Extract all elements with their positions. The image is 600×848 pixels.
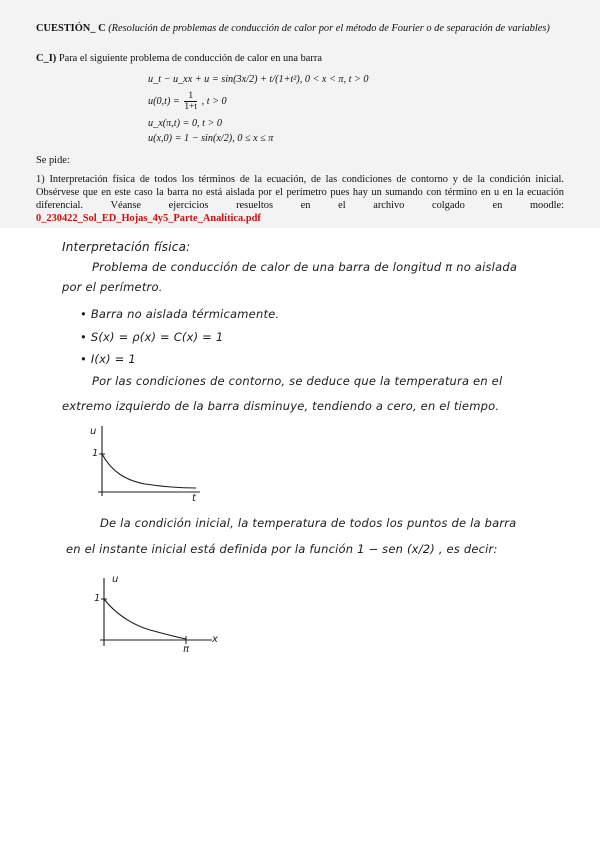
handwritten-para2-line1: Por las condiciones de contorno, se deduce que la temperatura en el bbox=[92, 374, 503, 388]
graph1-curve bbox=[102, 454, 196, 488]
bc-left-denominator: 1+t bbox=[184, 102, 198, 112]
graph1-y-tick: 1 bbox=[92, 448, 99, 459]
printed-question-block bbox=[0, 0, 600, 228]
question-heading: CUESTIÓN_ C bbox=[36, 23, 106, 34]
bc-left-condition: , t > 0 bbox=[201, 95, 227, 107]
handwritten-title: Interpretación física: bbox=[62, 240, 191, 254]
question-subtitle: (Resolución de problemas de conducción de calor por el método de Fourier o de separación de variables) bbox=[108, 23, 550, 34]
part-intro bbox=[36, 52, 564, 65]
task-paragraph bbox=[36, 173, 564, 225]
graph2-y-tick: 1 bbox=[94, 593, 101, 604]
handwritten-para2-line2: extremo izquierdo de la barra disminuye, tendiendo a cero, en el tiempo. bbox=[62, 399, 500, 413]
bc-left-fraction bbox=[184, 91, 197, 112]
graph2-curve bbox=[104, 599, 186, 639]
part-label: C_I) bbox=[36, 53, 57, 64]
question-heading-block bbox=[36, 22, 564, 35]
handwritten-para3-line2: en el instante inicial está definida por la función 1 − sen (x/2) , es decir: bbox=[66, 542, 498, 556]
handwritten-line1: Problema de conducción de calor de una barra de longitud π no aislada bbox=[92, 260, 518, 274]
graph2-svg bbox=[80, 572, 230, 662]
equation-bc-left bbox=[148, 91, 227, 112]
graph1-x-label: t bbox=[192, 493, 196, 504]
equation-pde: u_t − u_xx + u = sin(3x/2) + t/(1+t²), 0 < x < π, t > 0 bbox=[148, 74, 369, 85]
part-text: Para el siguiente problema de conducción de calor en una barra bbox=[58, 53, 322, 64]
se-pide: Se pide: bbox=[36, 155, 70, 166]
graph1-y-label: u bbox=[90, 426, 97, 437]
equation-initial: u(x,0) = 1 − sin(x/2), 0 ≤ x ≤ π bbox=[148, 133, 274, 144]
task-text: 1) Interpretación física de todos los términos de la ecuación, de las condiciones de contorno y de la condición inicial. Obsérvese que en este caso la barra no está aislada por el perímetro pues hay un sumando con término en u en la ecuación diferencial. Véanse ejercicios resueltos en el archivo colgado en moodle: bbox=[36, 174, 564, 211]
graph2-y-label: u bbox=[112, 574, 119, 585]
handwritten-bullet1: • Barra no aislada térmicamente. bbox=[80, 307, 280, 321]
handwritten-bullet3: • I(x) = 1 bbox=[80, 352, 136, 366]
file-link[interactable]: 0_230422_Sol_ED_Hojas_4y5_Parte_Analítica.pdf bbox=[36, 213, 261, 224]
graph2-x-tick: π bbox=[183, 644, 190, 655]
graph1-svg bbox=[80, 420, 220, 510]
bc-left-lhs: u(0,t) = bbox=[148, 95, 180, 107]
handwritten-para3-line1: De la condición inicial, la temperatura de todos los puntos de la barra bbox=[100, 516, 517, 530]
bc-left-numerator: 1 bbox=[184, 91, 197, 102]
handwritten-bullet2: • S(x) = ρ(x) = C(x) = 1 bbox=[80, 330, 224, 344]
handwritten-line2: por el perímetro. bbox=[62, 280, 163, 294]
graph2-x-label: x bbox=[212, 634, 218, 645]
equation-bc-right: u_x(π,t) = 0, t > 0 bbox=[148, 118, 223, 129]
